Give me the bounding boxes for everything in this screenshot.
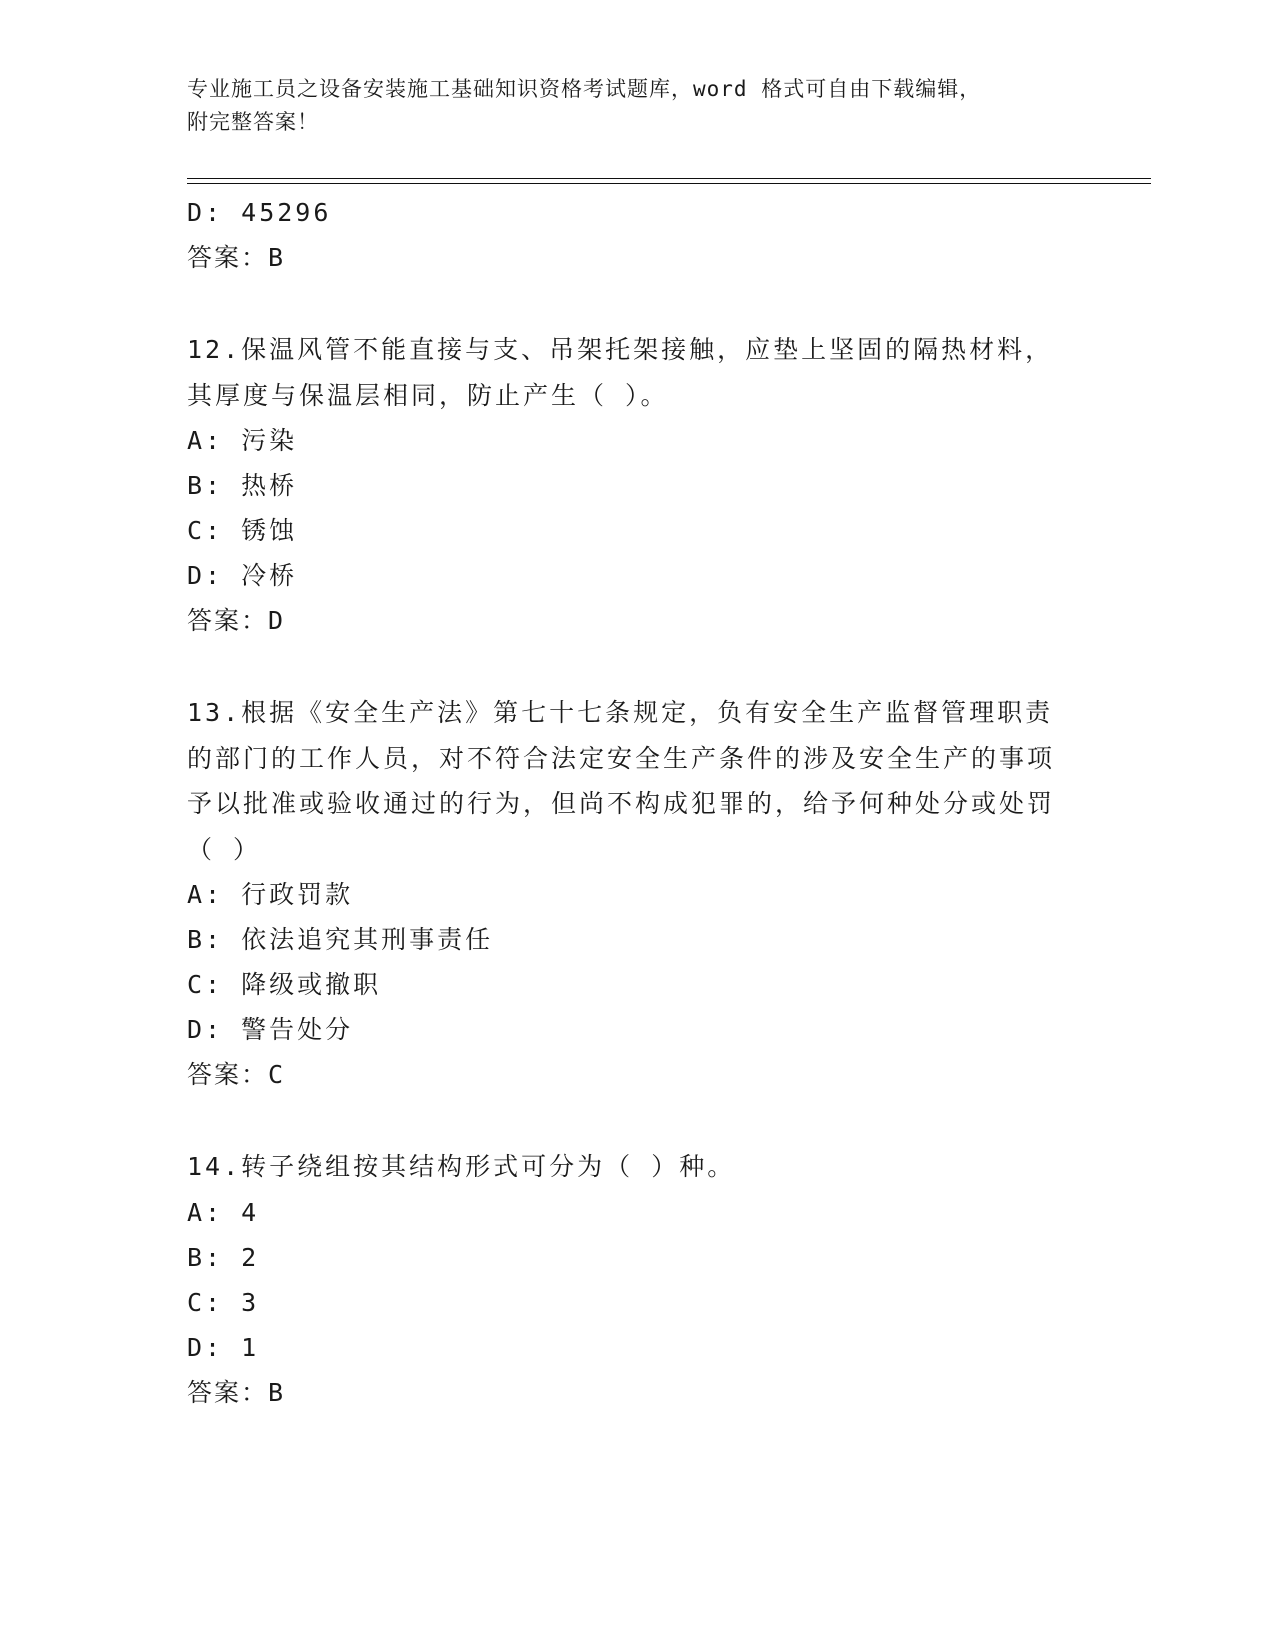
- answer: 答案：C: [187, 1060, 286, 1089]
- prev-option-d: D: 45296: [187, 198, 332, 227]
- answer: 答案：D: [187, 606, 286, 635]
- header-line-1: 专业施工员之设备安装施工基础知识资格考试题库，word 格式可自由下载编辑，: [187, 77, 982, 101]
- header-line-2: 附完整答案！: [187, 110, 319, 134]
- option-c: C: 锈蚀: [187, 516, 298, 545]
- header-divider-top: [187, 178, 1151, 179]
- option-b: B: 依法追究其刑事责任: [187, 925, 494, 954]
- option-d: D: 1: [187, 1332, 260, 1362]
- question-stem: 14.转子绕组按其结构形式可分为（ ）种。: [187, 1152, 736, 1181]
- option-d: D: 冷桥: [187, 561, 298, 590]
- option-b: B: 热桥: [187, 471, 298, 500]
- prev-answer: 答案：B: [187, 243, 286, 272]
- option-b: B: 2: [187, 1242, 260, 1272]
- document-header: [187, 73, 1067, 139]
- question-list: [187, 190, 1087, 1415]
- question-14: [187, 1144, 1087, 1415]
- option-d: D: 警告处分: [187, 1015, 354, 1044]
- answer: 答案：B: [187, 1377, 286, 1407]
- option-a: A: 污染: [187, 426, 298, 455]
- question-12: [187, 327, 1087, 643]
- option-c: C: 3: [187, 1287, 260, 1317]
- option-a: A: 4: [187, 1197, 260, 1227]
- option-c: C: 降级或撤职: [187, 970, 382, 999]
- header-divider-bottom: [187, 183, 1151, 184]
- option-a: A: 行政罚款: [187, 880, 354, 909]
- question-stem: 12.保温风管不能直接与支、吊架托架接触，应垫上坚固的隔热材料，其厚度与保温层相同，防止产生（ ）。: [187, 335, 1054, 410]
- question-stem: 13.根据《安全生产法》第七十七条规定，负有安全生产监督管理职责的部门的工作人员，对不符合法定安全生产条件的涉及安全生产的事项予以批准或验收通过的行为，但尚不构成犯罪的，给予何种处分或处罚（ ）: [187, 698, 1056, 864]
- question-13: [187, 690, 1087, 1097]
